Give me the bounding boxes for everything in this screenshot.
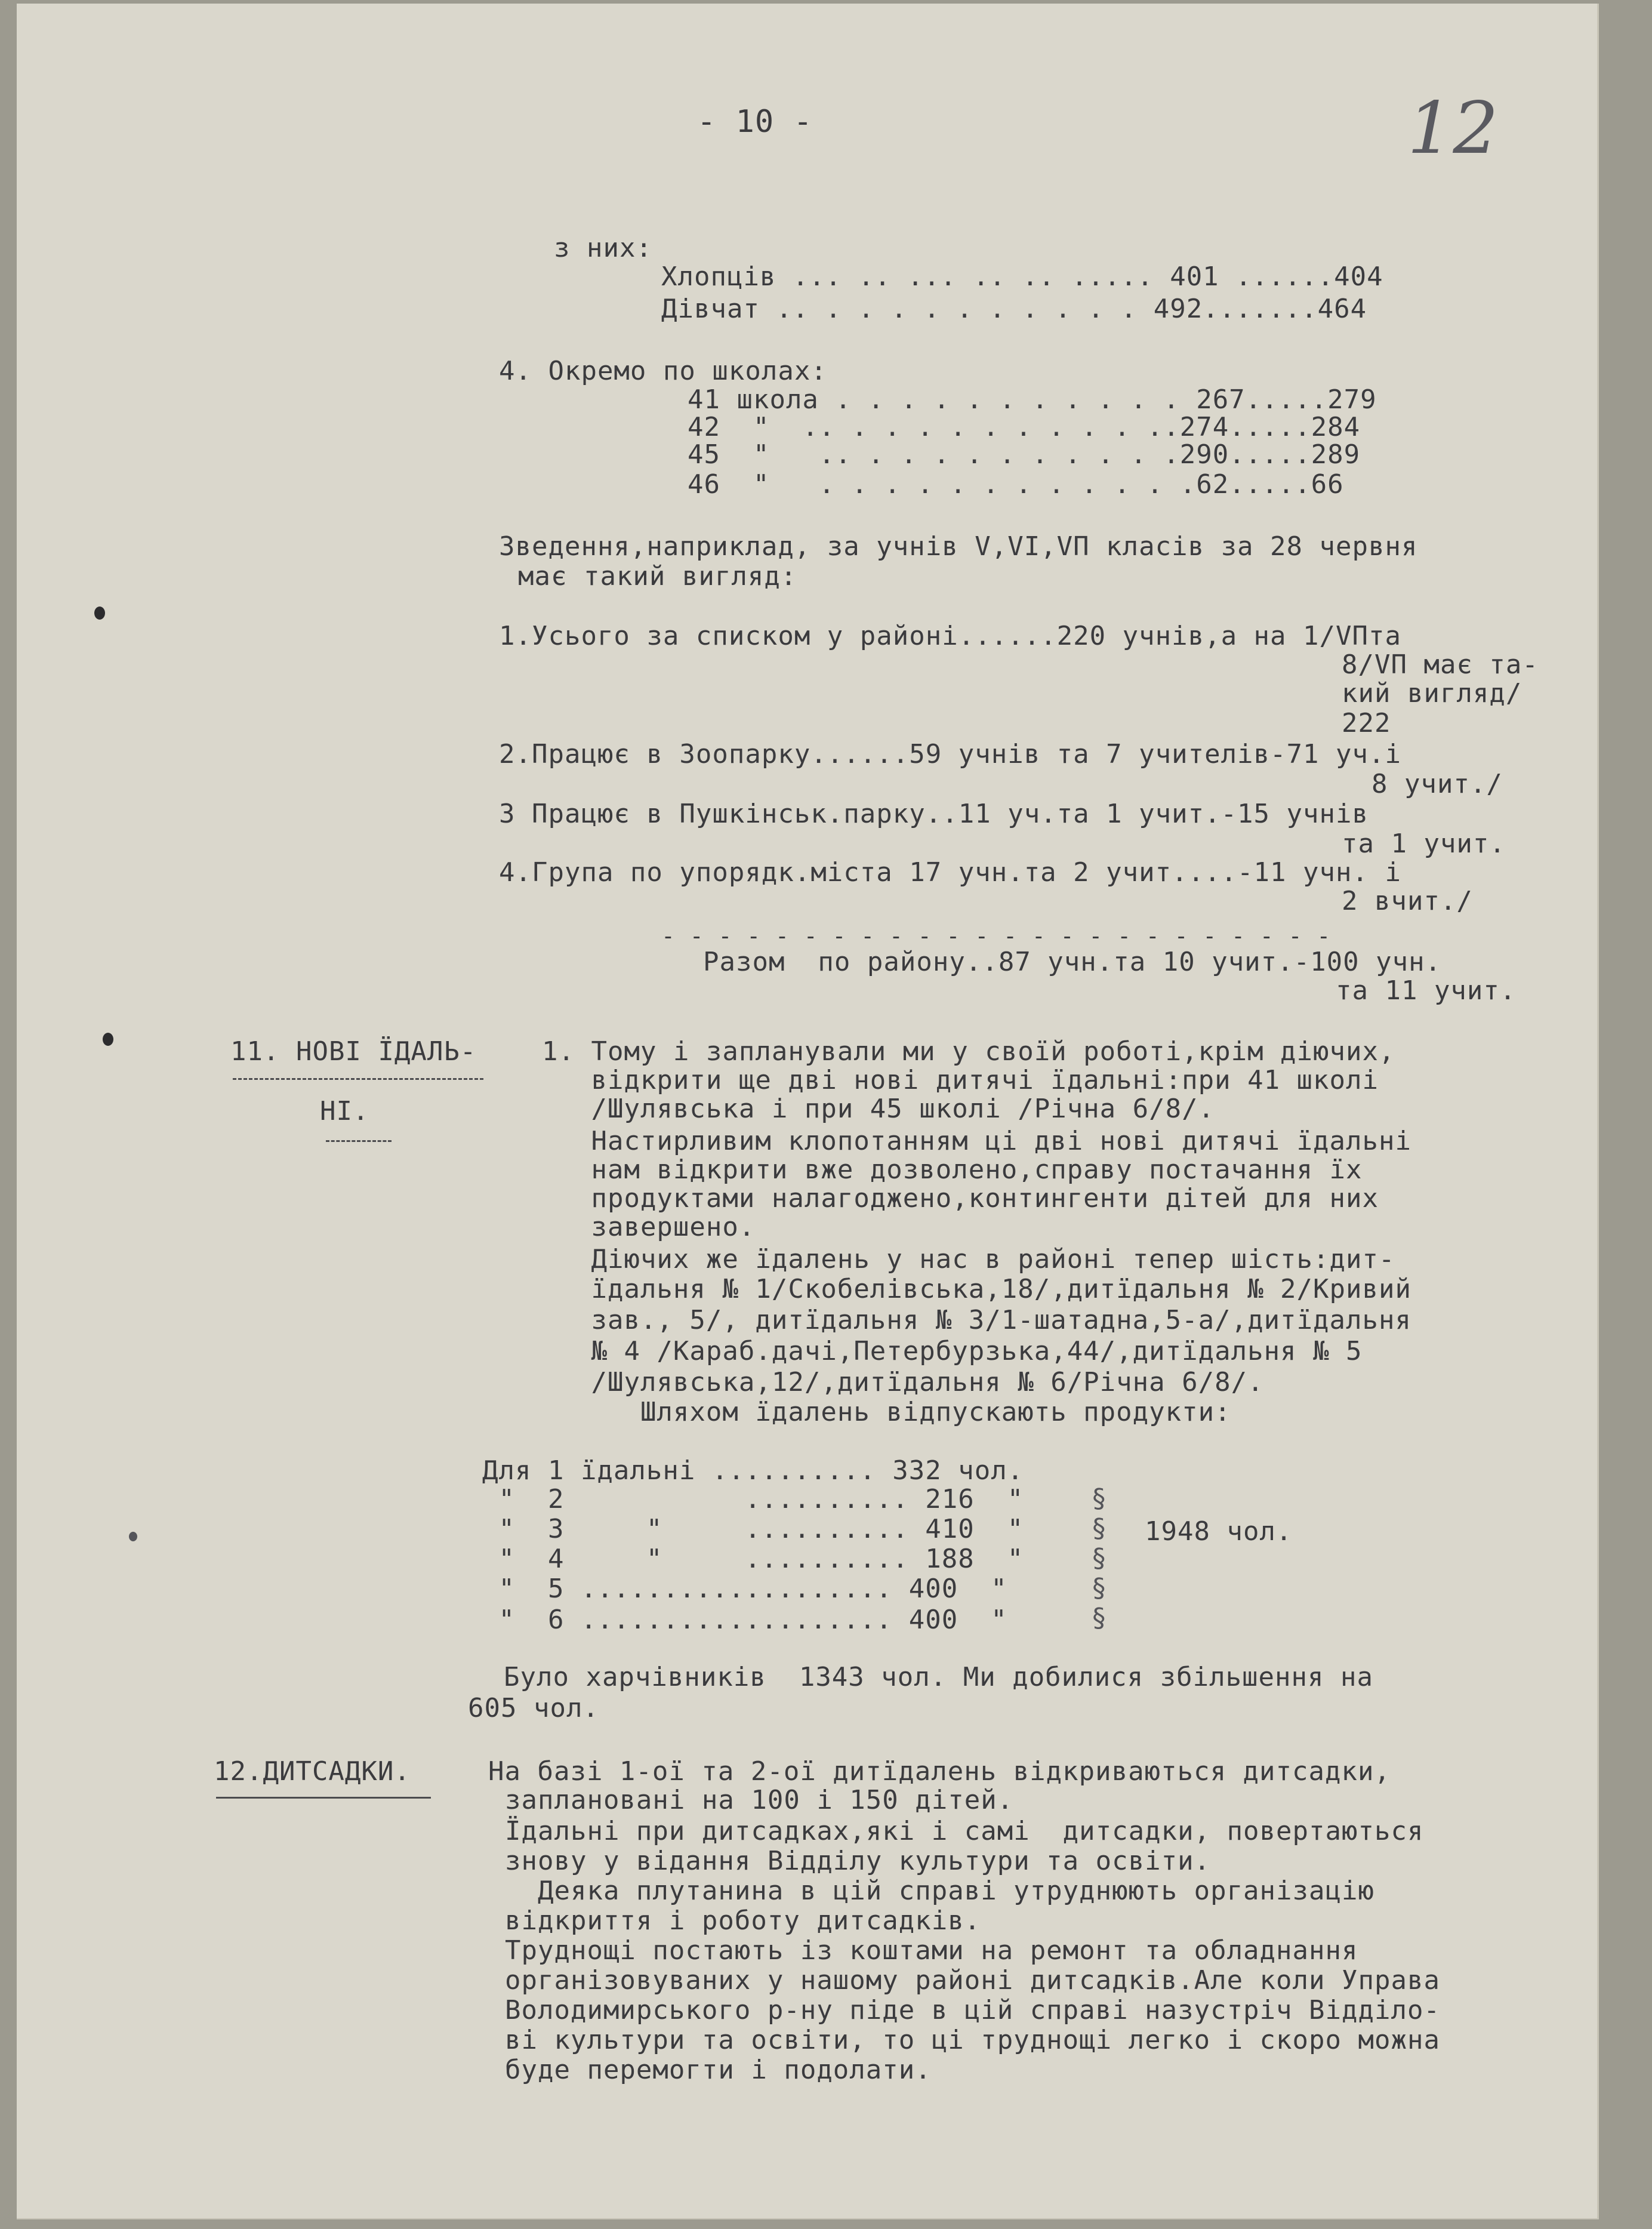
school-row: 46 " . . . . . . . . . . . .62.....66 <box>688 469 1344 500</box>
summary-intro: має такий вигляд: <box>518 561 797 592</box>
section-11-title-rule <box>233 1078 483 1080</box>
of-them-label: з них: <box>554 233 652 263</box>
school-row: 42 " .. . . . . . . . . . ..274.....284 <box>688 412 1361 442</box>
section-12-line: Деяка плутанина в цій справі утруднюють організацію <box>505 1876 1374 1906</box>
canteen-brace: § § § § § <box>1091 1483 1108 1633</box>
summary-item-2: 8 учит./ <box>1371 769 1503 799</box>
punch-hole <box>94 606 105 620</box>
punch-hole <box>129 1532 137 1541</box>
summary-item-3: та 1 учит. <box>1342 829 1506 859</box>
section-11-line: продуктами налагоджено,контингенти дітей для них <box>542 1183 1379 1214</box>
section-11-title: НІ. <box>320 1096 369 1126</box>
section-12-title: 12.ДИТСАДКИ. <box>214 1756 411 1787</box>
punch-hole <box>103 1033 113 1046</box>
section-11-line: Шляхом їдалень відпускають продукти: <box>542 1397 1231 1427</box>
summary-item-2: 2.Працює в Зоопарку......59 учнів та 7 учителів-71 уч.і <box>499 739 1401 769</box>
girls-row: Дівчат .. . . . . . . . . . . 492.......464 <box>661 294 1367 324</box>
summary-item-1: кий вигляд/ <box>1342 678 1522 709</box>
section-12-title-rule <box>216 1797 431 1799</box>
section-11-line: Діючих же їдалень у нас в районі тепер шість:дит- <box>542 1244 1395 1274</box>
section-12-line: Труднощі постають із коштами на ремонт та обладнання <box>505 1935 1358 1966</box>
canteen-row: " 2 .......... 216 " <box>482 1484 1024 1514</box>
summary-item-3: 3 Працює в Пушкінськ.парку..11 уч.та 1 учит.-15 учнів <box>499 799 1369 829</box>
summary-item-1: 8/VП має та- <box>1342 649 1539 680</box>
summary-item-4: 2 вчит./ <box>1342 886 1473 916</box>
section-11-title-rule <box>326 1140 392 1142</box>
summary-item-4: 4.Група по упорядк.міста 17 учн.та 2 учит....-11 учн. і <box>499 857 1401 888</box>
canteen-row: Для 1 їдальні .......... 332 чол. <box>482 1455 1024 1486</box>
canteen-after: Було харчівників 1343 чол. Ми добилися збільшення на <box>504 1662 1373 1692</box>
section-11-line: нам відкрити вже дозволено,справу постачання їх <box>542 1154 1363 1185</box>
section-12-line: заплановані на 100 і 150 дітей. <box>505 1785 1014 1815</box>
section-11-line: /Шулявська і при 45 школі /Річна 6/8/. <box>542 1094 1215 1124</box>
section-12-line: На базі 1-ої та 2-ої дитїдалень відкриваються дитсадки, <box>488 1756 1391 1787</box>
summary-item-1: 222 <box>1342 708 1391 738</box>
school-row: 41 школа . . . . . . . . . . . 267.....279 <box>688 384 1377 415</box>
archive-sheet-number: 12 <box>1407 87 1499 170</box>
summary-total: Разом по району..87 учн.та 10 учит.-100 учн. <box>703 947 1442 977</box>
canteen-row: " 3 " .......... 410 " <box>482 1514 1024 1544</box>
canteen-row: " 6 ................... 400 " <box>482 1605 1007 1635</box>
section-11-title: 11. НОВІ ЇДАЛЬ- <box>230 1036 477 1067</box>
section-11-line: зав., 5/, дитїдальня № 3/1-шатадна,5-а/,дитїдальня <box>542 1305 1411 1335</box>
document-page <box>17 4 1599 2219</box>
canteen-total: 1948 чол. <box>1145 1516 1293 1547</box>
canteen-after: 605 чол. <box>468 1693 599 1723</box>
section-12-line: організовуваних у нашому районі дитсадків.Але коли Управа <box>505 1965 1440 1996</box>
by-school-heading: 4. Окремо по школах: <box>499 356 827 386</box>
summary-divider: - - - - - - - - - - - - - - - - - - - - - - - - <box>661 923 1332 949</box>
section-12-line: знову у відання Відділу культури та освіти. <box>505 1846 1211 1876</box>
section-12-line: відкриття і роботу дитсадків. <box>505 1905 981 1936</box>
summary-intro: Зведення,наприклад, за учнів V,VI,VП класів за 28 червня <box>499 531 1418 562</box>
section-11-line: № 4 /Караб.дачі,Петербурзька,44/,дитїдальня № 5 <box>542 1336 1363 1366</box>
section-11-line: завершено. <box>542 1212 756 1242</box>
section-12-line: ві культури та освіти, то ці труднощі легко і скоро можна <box>505 2025 1440 2055</box>
page-number: - 10 - <box>697 104 813 140</box>
section-11-line: їдальня № 1/Скобелівська,18/,дитїдальня № 2/Кривий <box>542 1274 1411 1304</box>
section-12-line: буде перемогти і подолати. <box>505 2055 932 2085</box>
summary-item-1: 1.Усього за списком у районі......220 учнів,а на 1/VПта <box>499 621 1401 651</box>
canteen-row: " 4 " .......... 188 " <box>482 1544 1024 1574</box>
section-12-line: Їдальні при дитсадках,які і самі дитсадки, повертаються <box>505 1816 1424 1846</box>
summary-total: та 11 учит. <box>1336 975 1517 1006</box>
section-11-line: відкрити ще дві нові дитячі їдальні:при 41 школі <box>542 1065 1379 1095</box>
section-11-line: /Шулявська,12/,дитїдальня № 6/Річна 6/8/. <box>542 1367 1264 1397</box>
boys-row: Хлопців ... .. ... .. .. ..... 401 ......404 <box>661 261 1383 292</box>
section-11-line: Настирливим клопотанням ці дві нові дитячі їдальні <box>542 1126 1411 1156</box>
school-row: 45 " .. . . . . . . . . . .290.....289 <box>688 439 1361 470</box>
section-12-line: Володимирського р-ну піде в цій справі назустріч Відділо- <box>505 1995 1440 2025</box>
section-11-line: 1. Тому і запланували ми у своїй роботі,крім діючих, <box>542 1036 1395 1067</box>
canteen-row: " 5 ................... 400 " <box>482 1574 1007 1604</box>
